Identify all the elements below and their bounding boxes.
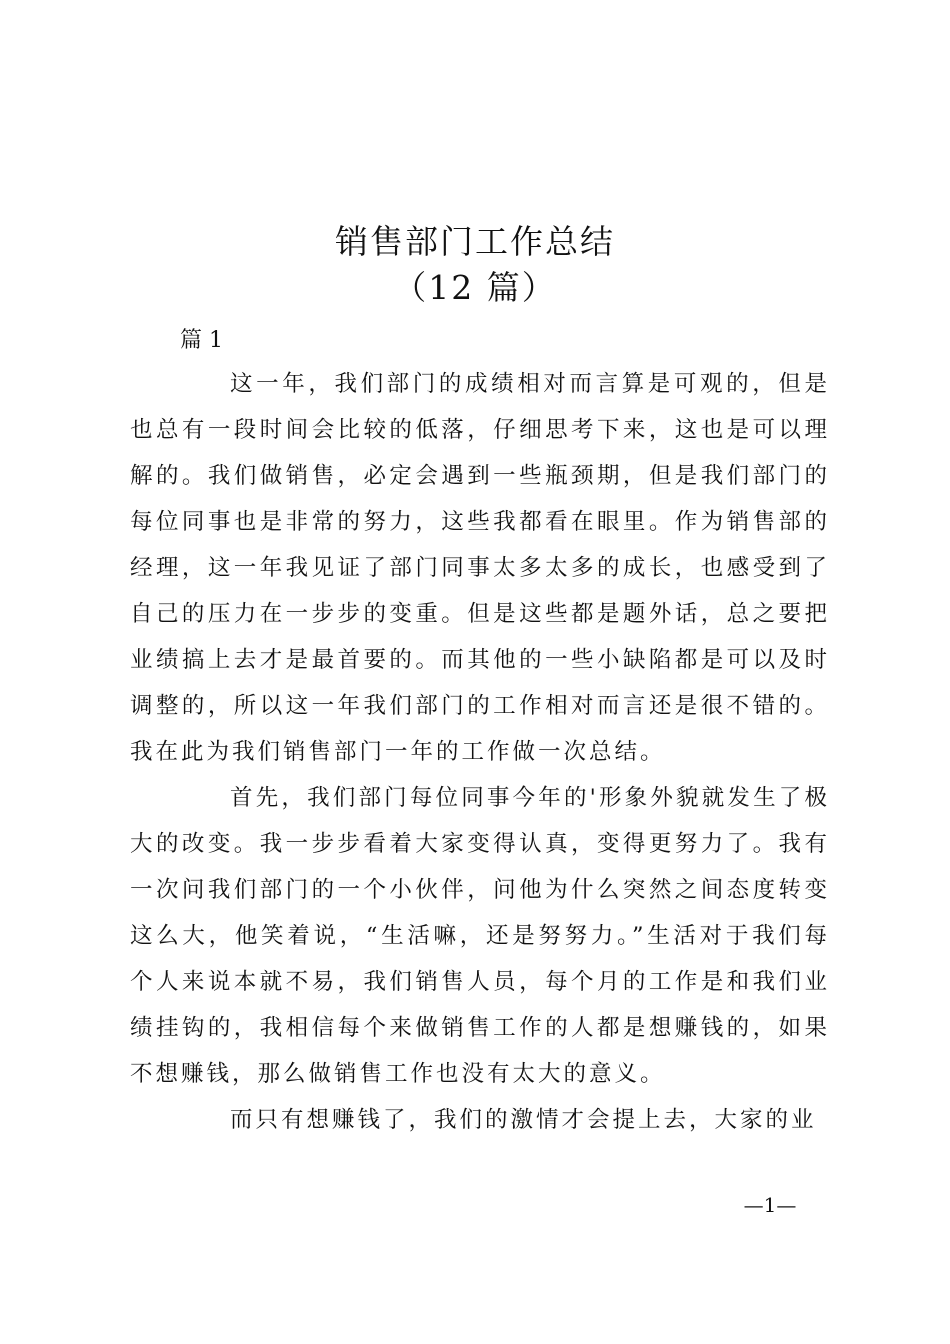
section-label: 篇 1	[180, 328, 223, 353]
document-title: 销售部门工作总结	[335, 222, 615, 261]
document-body	[130, 361, 830, 1143]
paragraph: 首先，我们部门每位同事今年的'形象外貌就发生了极大的改变。我一步步看着大家变得认真，变得更努力了。我有一次问我们部门的一个小伙伴，问他为什么突然之间态度转变这么大，他笑着说，“生活嘛，还是努努力。”生活对于我们每个人来说本就不易，我们销售人员，每个月的工作是和我们业绩挂钩的，我相信每个来做销售工作的人都是想赚钱的，如果不想赚钱，那么做销售工作也没有太大的意义。	[130, 785, 830, 1087]
paragraph: 而只有想赚钱了，我们的激情才会提上去，大家的业	[230, 1107, 817, 1133]
document-subtitle: （12 篇）	[393, 268, 557, 307]
page-number: —1—	[743, 1193, 797, 1217]
paragraph: 这一年，我们部门的成绩相对而言算是可观的，但是也总有一段时间会比较的低落，仔细思考下来，这也是可以理解的。我们做销售，必定会遇到一些瓶颈期，但是我们部门的每位同事也是非常的努力，这些我都看在眼里。作为销售部的经理，这一年我见证了部门同事太多太多的成长，也感受到了自己的压力在一步步的变重。但是这些都是题外话，总之要把业绩搞上去才是最首要的。而其他的一些小缺陷都是可以及时调整的，所以这一年我们部门的工作相对而言还是很不错的。我在此为我们销售部门一年的工作做一次总结。	[130, 371, 830, 765]
